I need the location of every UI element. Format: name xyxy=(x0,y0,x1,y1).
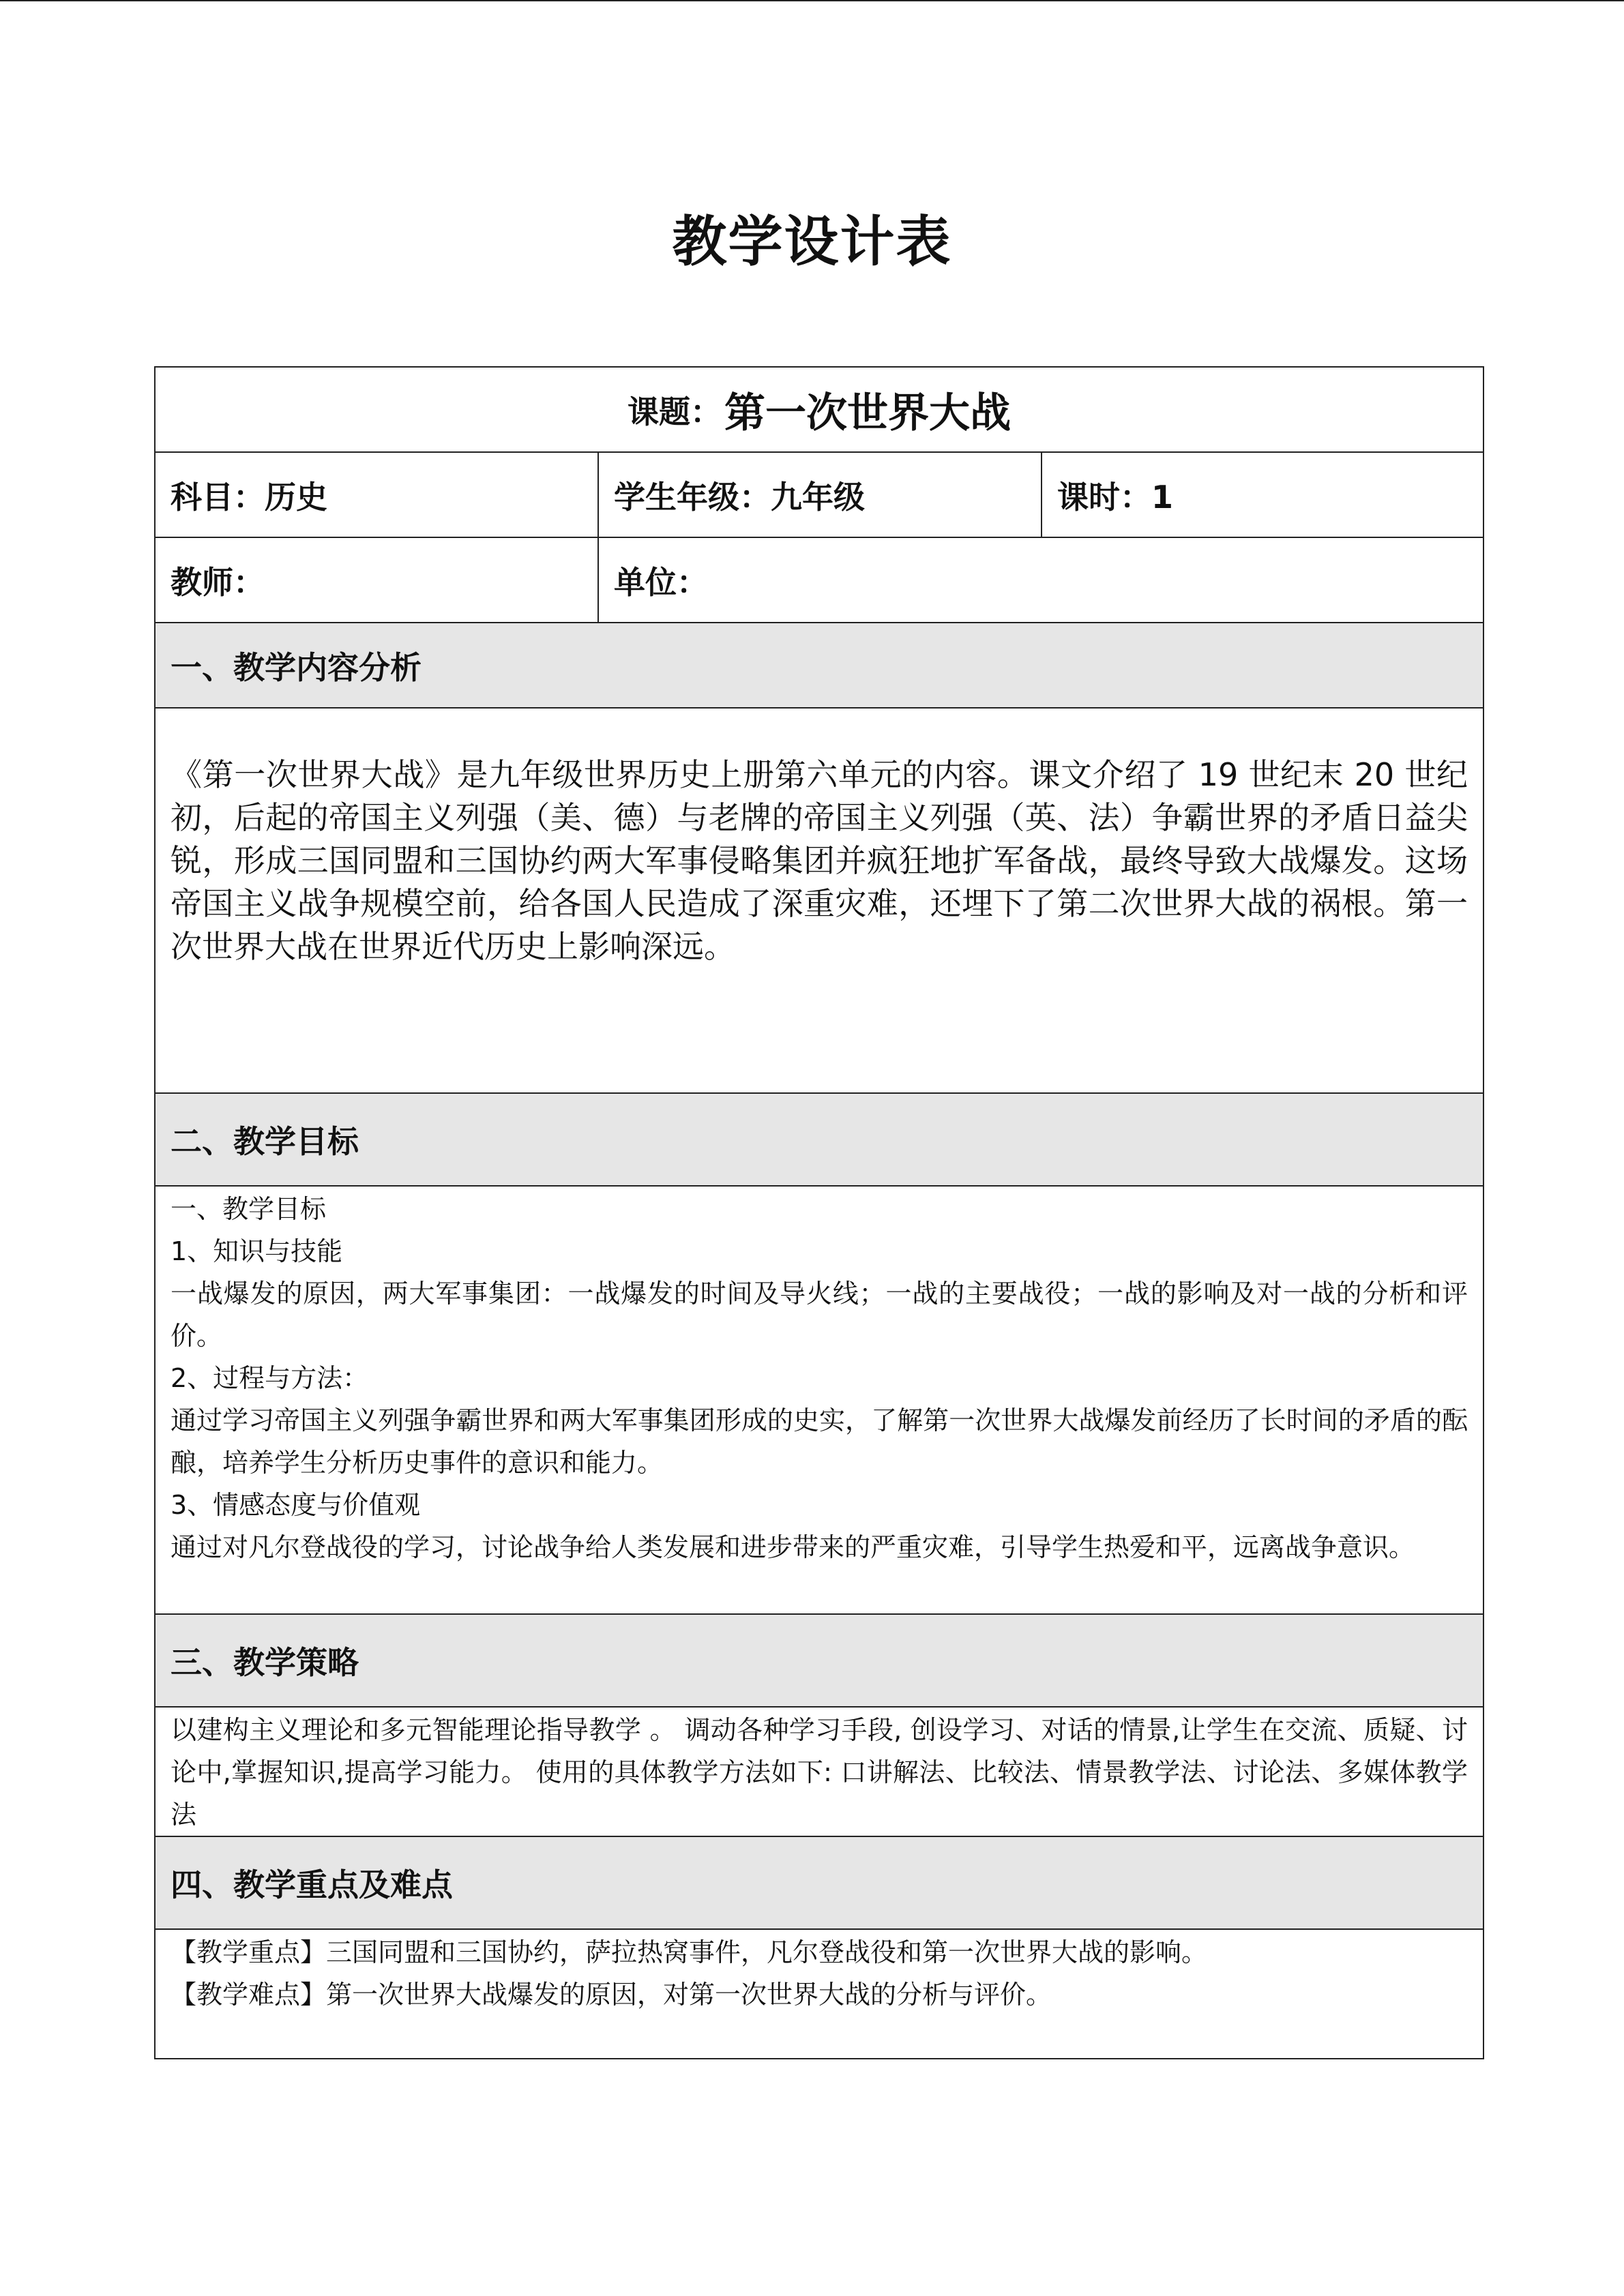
objectives-line: 1、知识与技能 xyxy=(171,1236,343,1266)
key-points-body xyxy=(156,1930,1484,2059)
unit-field: 单位： xyxy=(614,563,708,601)
objectives-text xyxy=(171,1188,1468,1568)
key-points-heading-row xyxy=(156,1837,1484,1930)
objectives-heading xyxy=(156,1094,1484,1187)
grade-cell xyxy=(599,453,1042,538)
objectives-line: 通过对凡尔登战役的学习，讨论战争给人类发展和进步带来的严重灾难，引导学生热爱和平，远离战争意识。 xyxy=(171,1532,1415,1562)
hours-field: 课时：1 xyxy=(1057,478,1174,516)
unit-cell xyxy=(599,538,1484,623)
strategy-body-row xyxy=(156,1708,1484,1837)
content-analysis-heading xyxy=(156,623,1484,709)
topic-label: 课题： xyxy=(628,393,722,430)
page-top-edge xyxy=(0,0,1624,1)
key-points-text xyxy=(171,1931,1207,2016)
strategy-heading-row xyxy=(156,1615,1484,1708)
content-analysis-body xyxy=(156,709,1484,1094)
key-point-line: 【教学重点】三国同盟和三国协约，萨拉热窝事件，凡尔登战役和第一次世界大战的影响。 xyxy=(171,1937,1208,1967)
info-row-2 xyxy=(156,538,1484,623)
teacher-field: 教师： xyxy=(171,563,265,601)
objectives-line: 一战爆发的原因，两大军事集团：一战爆发的时间及导火线；一战的主要战役；一战的影响及对一战的分析和评价。 xyxy=(171,1279,1468,1351)
strategy-body xyxy=(156,1708,1484,1837)
section-heading: 四、教学重点及难点 xyxy=(171,1866,453,1903)
subject-cell xyxy=(156,453,599,538)
objectives-line: 2、过程与方法： xyxy=(171,1363,369,1393)
lesson-design-table xyxy=(154,366,1484,2059)
grade-field: 学生年级：九年级 xyxy=(614,478,865,516)
key-points-body-row xyxy=(156,1930,1484,2059)
key-points-heading xyxy=(156,1837,1484,1930)
strategy-heading xyxy=(156,1615,1484,1708)
page-title: 教学设计表 xyxy=(672,210,952,273)
info-row-1 xyxy=(156,453,1484,538)
section-heading: 一、教学内容分析 xyxy=(171,648,422,686)
objectives-heading-row xyxy=(156,1094,1484,1187)
content-analysis-text: 《第一次世界大战》是九年级世界历史上册第六单元的内容。课文介绍了 19 世纪末 20 世纪初，后起的帝国主义列强（美、德）与老牌的帝国主义列强（英、法）争霸世界的矛盾日益尖锐，形成三国同盟和三国协约两大军事侵略集团并疯狂地扩军备战，最终导致大战爆发。这场帝国主义战争规模空前，给各国人民造成了深重灾难，还埋下了第二次世界大战的祸根。第一次世界大战在世界近代历史上影响深远。 xyxy=(171,756,1468,965)
teacher-cell xyxy=(156,538,599,623)
objectives-body-row xyxy=(156,1187,1484,1615)
content-analysis-body-row xyxy=(156,709,1484,1094)
section-heading: 三、教学策略 xyxy=(171,1644,359,1681)
content-analysis-heading-row xyxy=(156,623,1484,709)
objectives-line: 通过学习帝国主义列强争霸世界和两大军事集团形成的史实，了解第一次世界大战爆发前经历了长时间的矛盾的酝酿，培养学生分析历史事件的意识和能力。 xyxy=(171,1405,1468,1478)
topic-value: 第一次世界大战 xyxy=(724,389,1011,437)
objectives-line: 一、教学目标 xyxy=(171,1194,327,1224)
objectives-body xyxy=(156,1187,1484,1615)
objectives-line: 3、情感态度与价值观 xyxy=(171,1490,421,1520)
topic-row xyxy=(156,368,1484,453)
section-heading: 二、教学目标 xyxy=(171,1123,359,1160)
topic-cell xyxy=(156,368,1484,453)
strategy-text: 以建构主义理论和多元智能理论指导教学 。 调动各种学习手段, 创设学习、对话的情景,让学生在交流、质疑、讨论中,掌握知识,提高学习能力。 使用的具体教学方法如下: 口讲解法、比较法、情景教学法、讨论法、多媒体教学法 xyxy=(171,1715,1468,1830)
subject-field: 科目：历史 xyxy=(171,478,327,516)
hours-cell xyxy=(1042,453,1484,538)
difficulty-line: 【教学难点】第一次世界大战爆发的原因，对第一次世界大战的分析与评价。 xyxy=(171,1980,1052,2010)
